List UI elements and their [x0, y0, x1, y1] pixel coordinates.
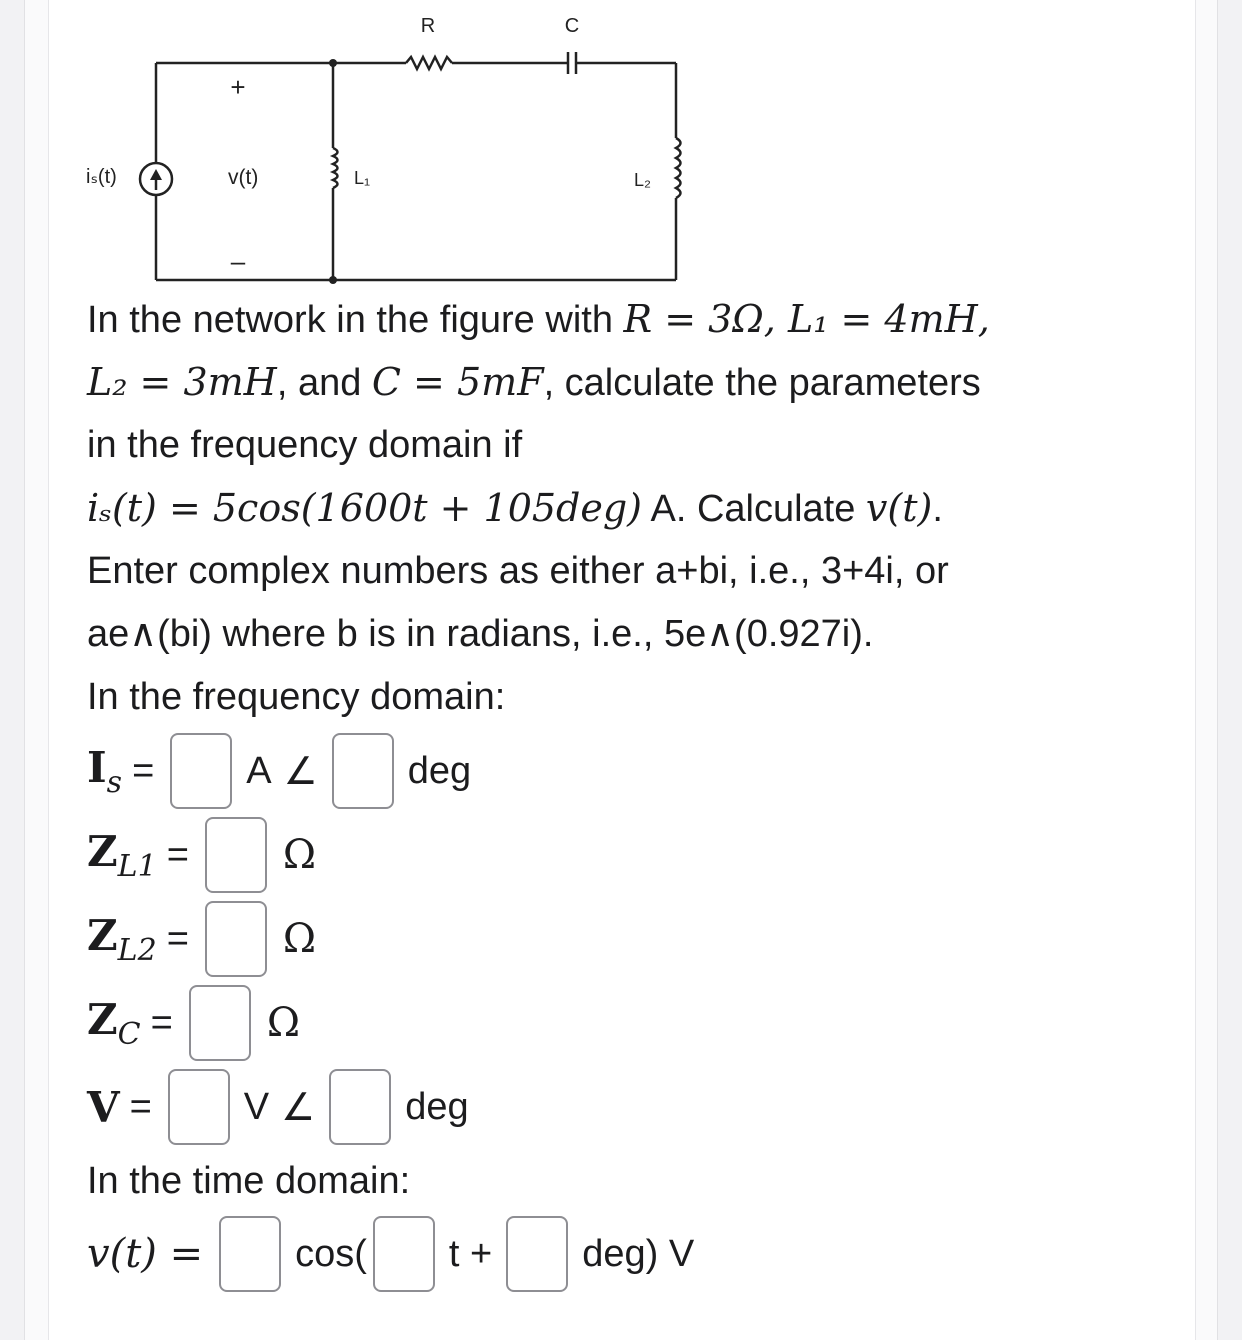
- V-angle-input[interactable]: [329, 1069, 391, 1145]
- Is-magnitude-input[interactable]: [170, 733, 232, 809]
- problem-line-5: Enter complex numbers as either a+bi, i.e., 3+4i, or: [87, 550, 949, 592]
- label-V: V: [87, 1082, 120, 1132]
- label-L2: L₂: [634, 170, 651, 190]
- label-plus: +: [230, 72, 246, 102]
- freq-heading: In the frequency domain:: [87, 676, 506, 718]
- label-R: R: [420, 15, 436, 37]
- vt-omega-input[interactable]: [373, 1216, 435, 1292]
- problem-line-6: ae∧(bi) where b is in radians, i.e., 5e∧(0.927i).: [87, 613, 874, 655]
- circuit-diagram: [86, 8, 686, 288]
- problem-line-1: In the network in the figure with R = 3Ω, L₁ = 4mH,: [87, 297, 990, 341]
- ZC-input[interactable]: [189, 985, 251, 1061]
- ZL1-input[interactable]: [205, 817, 267, 893]
- answer-row-ZL2: $Z_{L2}$ = Ω: [87, 898, 316, 980]
- Is-angle-input[interactable]: [332, 733, 394, 809]
- label-ZL2: $Z_{L2}$: [87, 910, 157, 968]
- vt-amplitude-input[interactable]: [219, 1216, 281, 1292]
- label-L1: L₁: [354, 168, 371, 188]
- math-vt: v(t): [865, 486, 933, 530]
- math-source: iₛ(t) = 5cos(1600t + 105deg): [87, 486, 643, 530]
- answer-row-Is: $I_s$ = A ∠ deg: [87, 730, 477, 812]
- label-Is: $I_s$: [87, 742, 123, 800]
- label-minus: –: [230, 246, 246, 276]
- V-magnitude-input[interactable]: [168, 1069, 230, 1145]
- angle-icon: ∠: [281, 1086, 316, 1129]
- answer-row-V: V = V ∠ deg: [87, 1066, 475, 1148]
- problem-line-2: L₂ = 3mH, and C = 5mF, calculate the parameters: [87, 360, 981, 404]
- answer-row-ZL1: $Z_{L1}$ = Ω: [87, 814, 316, 896]
- label-C: C: [564, 15, 580, 37]
- ZL2-input[interactable]: [205, 901, 267, 977]
- problem-line-4: iₛ(t) = 5cos(1600t + 105deg) A. Calculate v(t).: [87, 486, 943, 530]
- time-heading: In the time domain:: [87, 1160, 411, 1202]
- vt-phase-input[interactable]: [506, 1216, 568, 1292]
- math-L2: L₂ = 3mH: [87, 360, 277, 404]
- answer-row-ZC: $Z_C$ = Ω: [87, 982, 300, 1064]
- problem-line-3: in the frequency domain if: [87, 424, 523, 466]
- math-R-L1: R = 3Ω, L₁ = 4mH,: [623, 297, 990, 341]
- label-voltage: v(t): [228, 166, 259, 189]
- angle-icon: ∠: [283, 750, 318, 793]
- answer-row-vt: v(t) = cos( t + deg) V: [87, 1213, 700, 1295]
- label-vt: v(t) =: [87, 1231, 204, 1277]
- label-ZL1: $Z_{L1}$: [87, 826, 157, 884]
- label-ZC: $Z_C$: [87, 994, 141, 1052]
- label-source: iₛ(t): [86, 166, 117, 188]
- math-C: C = 5mF: [371, 360, 544, 404]
